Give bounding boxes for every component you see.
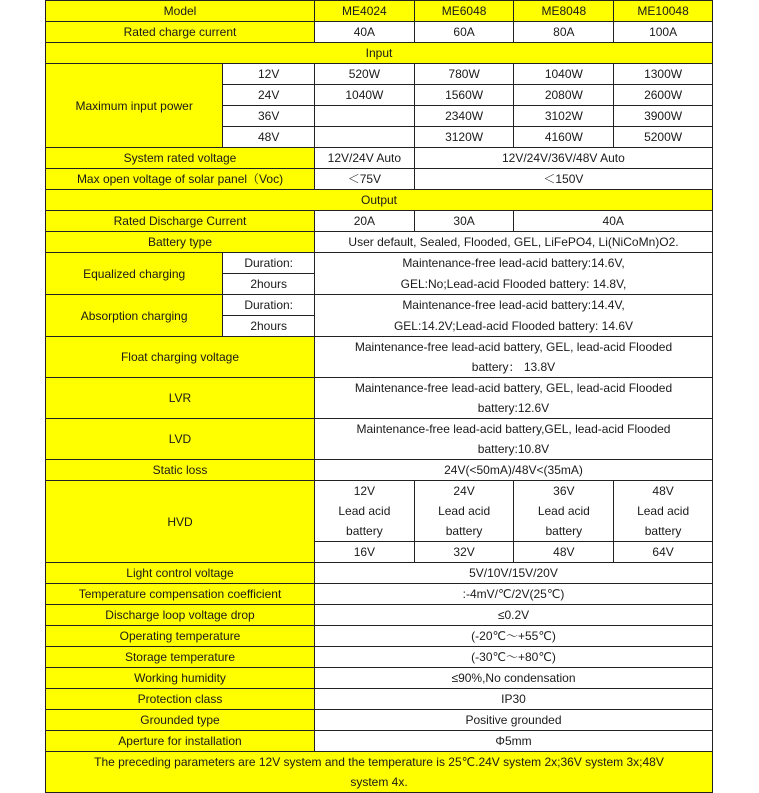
hvd-type (315, 481, 415, 542)
footnote-line2: system 4x. (350, 775, 408, 789)
discharge-loop-drop-value: ≤0.2V (315, 605, 713, 626)
static-loss-label: Static loss (46, 460, 315, 481)
lvr-line2: battery:12.6V (477, 401, 550, 415)
hvd-system: 24V (453, 484, 475, 498)
light-control-voltage-value: 5V/10V/15V/20V (315, 563, 713, 584)
rated-discharge-current-value: 30A (414, 211, 514, 232)
operating-temperature-label: Operating temperature (46, 626, 315, 647)
model-label: Model (46, 1, 315, 22)
max-open-voltage-me4024: ＜75V (315, 169, 415, 190)
spec-table (45, 0, 713, 793)
float-charging-line1: Maintenance-free lead-acid battery, GEL, lead-acid Flooded (354, 340, 673, 354)
row-storage-temperature (46, 647, 713, 668)
hvd-type-line2: battery (346, 524, 383, 538)
aperture-value: Φ5mm (315, 731, 713, 752)
grounded-type-value: Positive grounded (315, 710, 713, 731)
hvd-label: HVD (46, 481, 315, 563)
rated-charge-current-label: Rated charge current (46, 22, 315, 43)
hvd-type-line2: battery (644, 524, 682, 538)
row-lvd (46, 419, 713, 460)
row-protection-class (46, 689, 713, 710)
absorption-charging-line2: GEL:14.2V;Lead-acid Flooded battery: 14.6V (315, 316, 713, 337)
operating-temperature-value: (-20℃～+55℃) (315, 626, 713, 647)
max-input-value: 1040W (315, 85, 415, 106)
model-me10048: ME10048 (614, 1, 713, 22)
max-input-value (315, 106, 415, 127)
row-model (46, 1, 713, 22)
rated-discharge-current-value: 20A (315, 211, 415, 232)
lvr-value (315, 378, 713, 419)
max-input-value: 1560W (414, 85, 514, 106)
max-input-value: 1040W (514, 64, 614, 85)
max-input-value: 4160W (514, 127, 614, 148)
aperture-label: Aperture for installation (46, 731, 315, 752)
lvr-line1: Maintenance-free lead-acid battery, GEL, lead-acid Flooded (354, 381, 673, 395)
hvd-type-line1: Lead acid (537, 504, 590, 518)
hvd-type-line2: battery (445, 524, 483, 538)
row-rated-charge-current (46, 22, 713, 43)
max-input-value: 2600W (614, 85, 713, 106)
max-input-value: 780W (414, 64, 514, 85)
rated-charge-current-value: 60A (414, 22, 514, 43)
hvd-type-line1: Lead acid (438, 504, 491, 518)
row-discharge-loop-drop (46, 605, 713, 626)
hvd-value: 32V (414, 542, 514, 563)
row-equalized-charging-1 (46, 253, 713, 274)
protection-class-value: IP30 (315, 689, 713, 710)
hvd-system: 48V (652, 484, 674, 498)
max-input-value: 5200W (614, 127, 713, 148)
row-light-control-voltage (46, 563, 713, 584)
hvd-value: 64V (614, 542, 713, 563)
row-rated-discharge-current (46, 211, 713, 232)
hvd-system: 12V (353, 484, 376, 498)
row-float-charging (46, 337, 713, 378)
hvd-type (514, 481, 614, 542)
rated-discharge-current-label: Rated Discharge Current (46, 211, 315, 232)
row-aperture (46, 731, 713, 752)
lvd-line2: battery:10.8V (477, 442, 550, 456)
system-rated-voltage-label: System rated voltage (46, 148, 315, 169)
storage-temperature-value: (-30℃～+80℃) (315, 647, 713, 668)
row-static-loss (46, 460, 713, 481)
absorption-duration-line1: Duration: (223, 295, 315, 316)
hvd-system: 36V (553, 484, 575, 498)
equalized-charging-line2: GEL:No;Lead-acid Flooded battery: 14.8V, (315, 274, 713, 295)
hvd-type (414, 481, 514, 542)
working-humidity-label: Working humidity (46, 668, 315, 689)
max-input-value: 3102W (514, 106, 614, 127)
row-battery-type (46, 232, 713, 253)
row-lvr (46, 378, 713, 419)
max-input-voltage: 48V (223, 127, 315, 148)
output-section-header: Output (46, 190, 713, 211)
row-input-section (46, 43, 713, 64)
battery-type-label: Battery type (46, 232, 315, 253)
static-loss-value: 24V(<50mA)/48V<(35mA) (315, 460, 713, 481)
row-system-rated-voltage (46, 148, 713, 169)
float-charging-label: Float charging voltage (46, 337, 315, 378)
max-open-voltage-others: ＜150V (414, 169, 712, 190)
max-input-value: 1300W (614, 64, 713, 85)
battery-type-value: User default, Sealed, Flooded, GEL, LiFePO4, Li(NiCoMn)O2. (315, 232, 713, 253)
absorption-charging-line1: Maintenance-free lead-acid battery:14.4V, (315, 295, 713, 316)
hvd-type-line1: Lead acid (637, 504, 690, 518)
equalized-duration-line1: Duration: (223, 253, 315, 274)
row-footnote (46, 752, 713, 793)
model-me8048: ME8048 (514, 1, 614, 22)
working-humidity-value: ≤90%,No condensation (315, 668, 713, 689)
lvd-value (315, 419, 713, 460)
footnote (46, 752, 713, 793)
rated-charge-current-value: 100A (614, 22, 713, 43)
max-input-value: 3120W (414, 127, 514, 148)
equalized-charging-label: Equalized charging (46, 253, 223, 295)
max-open-voltage-label: Max open voltage of solar panel（Voc) (46, 169, 315, 190)
max-input-value: 3900W (614, 106, 713, 127)
hvd-value: 16V (315, 542, 415, 563)
hvd-type-line2: battery (545, 524, 583, 538)
float-charging-value (315, 337, 713, 378)
protection-class-label: Protection class (46, 689, 315, 710)
float-charging-line2: battery： 13.8V (471, 360, 556, 374)
lvd-line1: Maintenance-free lead-acid battery,GEL, lead-acid Flooded (356, 422, 671, 436)
max-input-value: 2340W (414, 106, 514, 127)
max-input-voltage: 24V (223, 85, 315, 106)
row-temp-compensation (46, 584, 713, 605)
model-me4024: ME4024 (315, 1, 415, 22)
lvd-label: LVD (46, 419, 315, 460)
input-section-header: Input (46, 43, 713, 64)
rated-discharge-current-value: 40A (514, 211, 713, 232)
hvd-type (614, 481, 713, 542)
footnote-line1: The preceding parameters are 12V system and the temperature is 25℃.24V system 2x;36V system 3x;48V (94, 755, 664, 769)
temp-compensation-label: Temperature compensation coefficient (46, 584, 315, 605)
system-rated-voltage-me4024: 12V/24V Auto (315, 148, 415, 169)
rated-charge-current-value: 80A (514, 22, 614, 43)
absorption-duration-line2: 2hours (223, 316, 315, 337)
equalized-duration-line2: 2hours (223, 274, 315, 295)
light-control-voltage-label: Light control voltage (46, 563, 315, 584)
row-output-section (46, 190, 713, 211)
max-input-voltage: 36V (223, 106, 315, 127)
row-grounded-type (46, 710, 713, 731)
row-working-humidity (46, 668, 713, 689)
max-input-value (315, 127, 415, 148)
max-input-value: 2080W (514, 85, 614, 106)
max-input-power-label: Maximum input power (46, 64, 223, 148)
lvr-label: LVR (46, 378, 315, 419)
hvd-value: 48V (514, 542, 614, 563)
system-rated-voltage-others: 12V/24V/36V/48V Auto (414, 148, 712, 169)
model-me6048: ME6048 (414, 1, 514, 22)
hvd-type-line1: Lead acid (338, 504, 391, 518)
max-input-value: 520W (315, 64, 415, 85)
discharge-loop-drop-label: Discharge loop voltage drop (46, 605, 315, 626)
row-operating-temperature (46, 626, 713, 647)
row-max-open-voltage (46, 169, 713, 190)
temp-compensation-value: :-4mV/℃/2V(25℃) (315, 584, 713, 605)
storage-temperature-label: Storage temperature (46, 647, 315, 668)
rated-charge-current-value: 40A (315, 22, 415, 43)
max-input-voltage: 12V (223, 64, 315, 85)
grounded-type-label: Grounded type (46, 710, 315, 731)
row-hvd-types (46, 481, 713, 542)
equalized-charging-line1: Maintenance-free lead-acid battery:14.6V, (315, 253, 713, 274)
row-absorption-charging-1 (46, 295, 713, 316)
row-max-input-12v (46, 64, 713, 85)
absorption-charging-label: Absorption charging (46, 295, 223, 337)
